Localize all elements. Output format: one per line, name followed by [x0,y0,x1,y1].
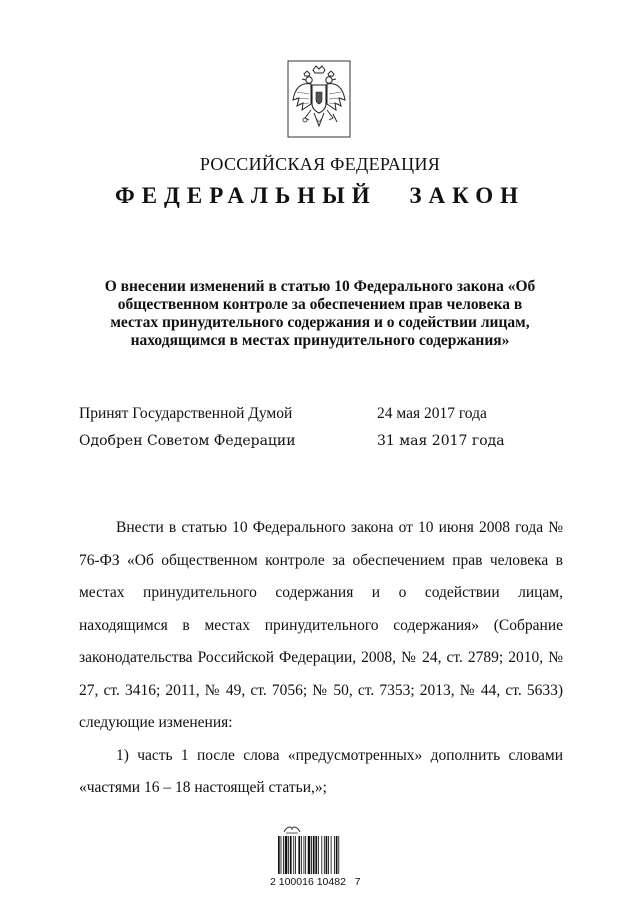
adoption-label: Принят Государственной Думой [79,405,293,422]
adoption-date: 31 мая 2017 года [377,433,505,449]
adoption-row-council [79,433,505,449]
coat-of-arms-icon [287,60,351,138]
barcode-number: 2 100016 10482 7 [270,876,361,888]
adoption-row-duma [79,405,487,423]
barcode-icon [277,836,363,874]
law-title: О внесении изменений в статью 10 Федерального закона «Об общественном контроле за обеспечением прав человека в местах принудительного содержания и о содействии лицам, находящимся в местах принудительного содержания» [104,278,536,349]
body-paragraph-intro: Внести в статью 10 Федерального закона от 10 июня 2008 года № 76-ФЗ «Об общественном контроле за обеспечением прав человека в местах принудительного содержания и о содействии лицам, находящимся в местах принудительного содержания» (Собрание законодательства Российской Федерации, 2008, № 24, ст. 2789; 2010, № 27, ст. 3416; 2011, № 49, ст. 7056; № 50, ст. 7353; 2013, № 44, ст. 5633) следующие изменения: [79,519,563,731]
adoption-date: 24 мая 2017 года [377,405,487,422]
law-body [79,512,563,805]
body-paragraph-item1: 1) часть 1 после слова «предусмотренных» дополнить словами «частями 16 – 18 настоящей статьи,»; [79,746,563,796]
country-name: РОССИЙСКАЯ ФЕДЕРАЦИЯ [199,154,441,174]
adoption-label: Одобрен Советом Федерации [79,433,296,449]
document-type: ФЕДЕРАЛЬНЫЙ ЗАКОН [114,183,526,208]
print-mark-icon [282,824,302,834]
